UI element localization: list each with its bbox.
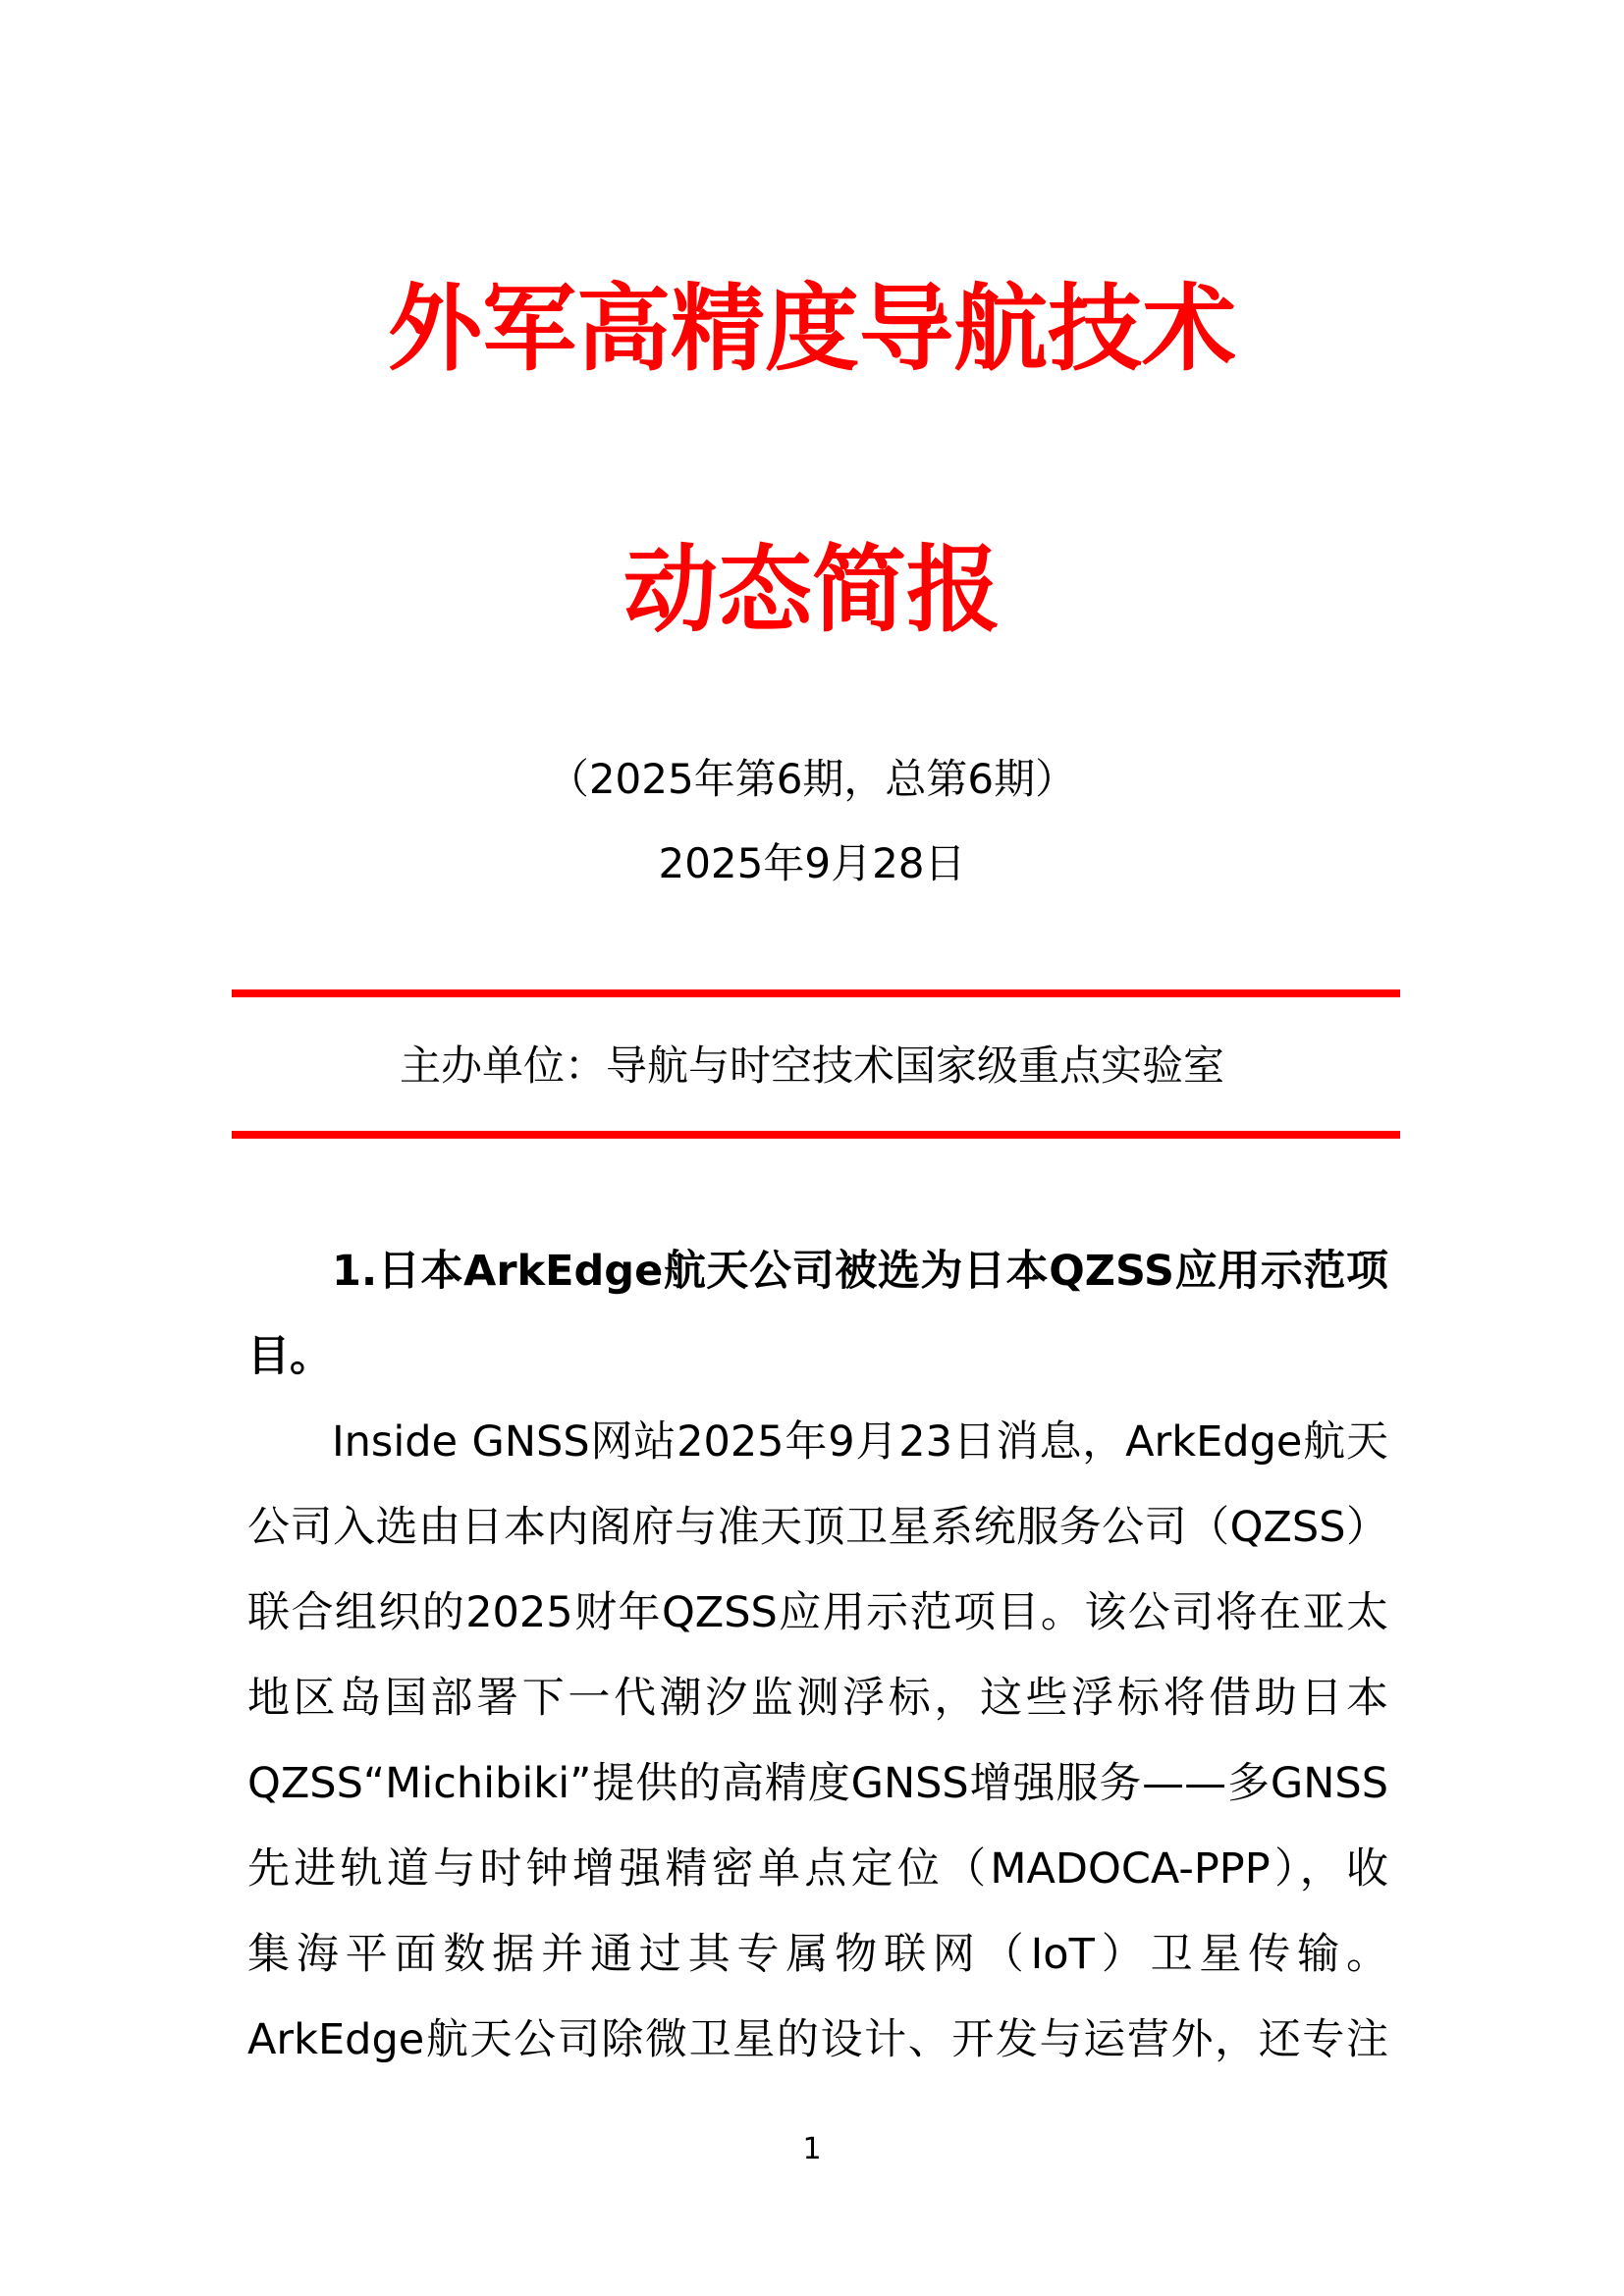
article-body-line: 集海平面数据并通过其专属物联网（IoT）卫星传输。 [247, 1930, 1388, 1979]
article-body-line: 联合组织的2025财年QZSS应用示范项目。该公司将在亚太 [247, 1588, 1388, 1637]
article-heading [247, 1229, 1388, 1400]
document-title-line-2: 动态简报 [623, 535, 1001, 645]
article-body-line: 公司入选由日本内阁府与准天顶卫星系统服务公司（QZSS） [247, 1503, 1388, 1552]
organizer-line: 主办单位：导航与时空技术国家级重点实验室 [399, 1041, 1224, 1090]
article-body-line: ArkEdge航天公司除微卫星的设计、开发与运营外，还专注 [247, 2015, 1388, 2064]
article-body-line: QZSS“Michibiki”提供的高精度GNSS增强服务——多GNSS [247, 1759, 1388, 1808]
issue-date: 2025年9月28日 [658, 839, 966, 887]
issue-info: （2025年第6期，总第6期） [547, 755, 1077, 803]
bottom-red-divider [232, 1131, 1400, 1139]
document-title-line-1: 外军高精度导航技术 [388, 274, 1236, 384]
article-body-line: Inside GNSS网站2025年9月23日消息，ArkEdge航天 [332, 1417, 1388, 1467]
top-red-divider [232, 989, 1400, 997]
article-heading-line: 目。 [247, 1332, 332, 1381]
page-number: 1 [802, 2132, 822, 2166]
article-body [247, 1400, 1388, 2083]
article-heading-line: 1.日本ArkEdge航天公司被选为日本QZSS应用示范项 [332, 1247, 1388, 1296]
article-body-line: 地区岛国部署下一代潮汐监测浮标，这些浮标将借助日本 [247, 1674, 1388, 1723]
article-body-line: 先进轨道与时钟增强精密单点定位（MADOCA-PPP），收 [247, 1844, 1388, 1894]
